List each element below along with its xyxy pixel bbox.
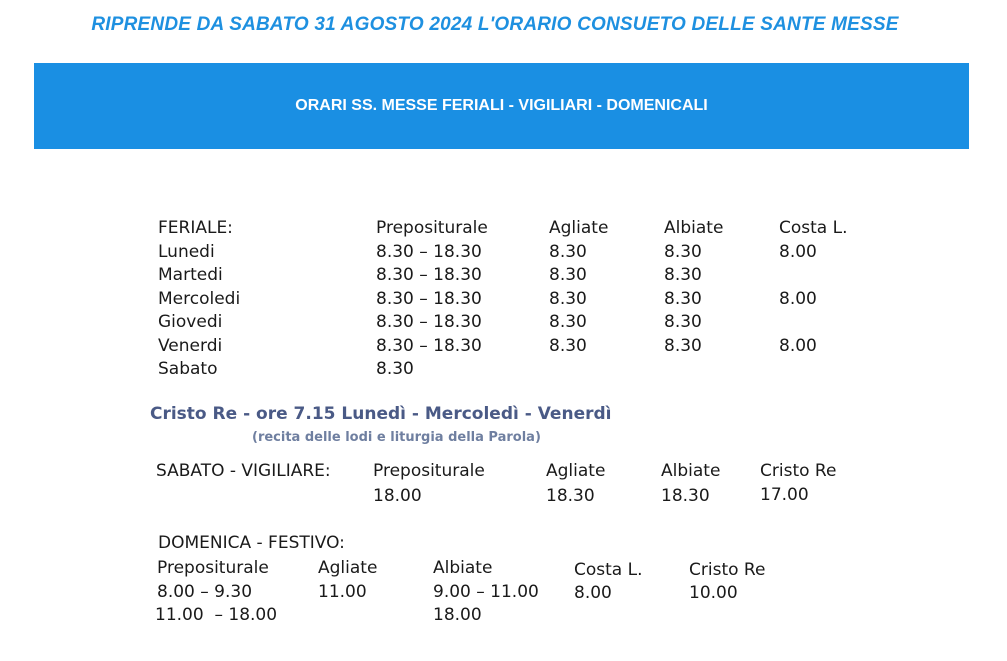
day-label: Venerdi bbox=[158, 336, 223, 356]
day-label: Giovedi bbox=[158, 312, 223, 332]
time-costa: 8.00 bbox=[574, 583, 612, 603]
time-costa: 8.00 bbox=[779, 336, 817, 356]
time-agliate: 8.30 bbox=[549, 289, 587, 309]
time-agliate: 11.00 bbox=[318, 582, 367, 602]
day-label: Lunedi bbox=[158, 242, 215, 262]
time-prepositurale: 8.30 – 18.30 bbox=[376, 336, 482, 356]
time-albiate: 8.30 bbox=[664, 265, 702, 285]
banner-title: ORARI SS. MESSE FERIALI - VIGILIARI - DOMENICALI bbox=[295, 97, 708, 114]
col-header-albiate: Albiate bbox=[433, 558, 493, 578]
time-agliate: 8.30 bbox=[549, 336, 587, 356]
time-albiate: 8.30 bbox=[664, 312, 702, 332]
col-header-cristo-re: Cristo Re bbox=[760, 461, 837, 481]
col-header-costa: Costa L. bbox=[574, 560, 643, 580]
time-albiate: 8.30 bbox=[664, 289, 702, 309]
time-prepositurale: 18.00 bbox=[373, 486, 422, 506]
time-albiate-2: 18.00 bbox=[433, 605, 482, 625]
col-header-agliate: Agliate bbox=[546, 461, 606, 481]
day-label: Mercoledi bbox=[158, 289, 241, 309]
time-agliate: 8.30 bbox=[549, 265, 587, 285]
col-header-albiate: Albiate bbox=[661, 461, 721, 481]
time-albiate: 9.00 – 11.00 bbox=[433, 582, 539, 602]
feriale-title: FERIALE: bbox=[158, 218, 233, 238]
time-prepositurale: 8.30 – 18.30 bbox=[376, 265, 482, 285]
col-header-agliate: Agliate bbox=[549, 218, 609, 238]
time-agliate: 8.30 bbox=[549, 242, 587, 262]
time-prepositurale: 8.00 – 9.30 bbox=[157, 582, 253, 602]
time-albiate: 8.30 bbox=[664, 336, 702, 356]
time-costa: 8.00 bbox=[779, 242, 817, 262]
day-label: Sabato bbox=[158, 359, 218, 379]
col-header-prepositurale: Prepositurale bbox=[376, 218, 488, 238]
time-prepositurale: 8.30 bbox=[376, 359, 414, 379]
time-albiate: 18.30 bbox=[661, 486, 710, 506]
cristo-re-note: (recita delle lodi e liturgia della Parola) bbox=[252, 430, 541, 445]
festivo-title: DOMENICA - FESTIVO: bbox=[158, 533, 345, 553]
time-cristo-re: 10.00 bbox=[689, 583, 738, 603]
time-agliate: 18.30 bbox=[546, 486, 595, 506]
col-header-prepositurale: Prepositurale bbox=[157, 558, 269, 578]
cristo-re-weekday-line: Cristo Re - ore 7.15 Lunedì - Mercoledì - Venerdì bbox=[150, 404, 612, 424]
time-costa: 8.00 bbox=[779, 289, 817, 309]
time-prepositurale-2: 11.00 – 18.00 bbox=[155, 605, 278, 625]
col-header-agliate: Agliate bbox=[318, 558, 378, 578]
notice-title: RIPRENDE DA SABATO 31 AGOSTO 2024 L'ORARIO CONSUETO DELLE SANTE MESSE bbox=[91, 14, 899, 35]
time-prepositurale: 8.30 – 18.30 bbox=[376, 289, 482, 309]
col-header-albiate: Albiate bbox=[664, 218, 724, 238]
time-prepositurale: 8.30 – 18.30 bbox=[376, 312, 482, 332]
schedule-banner bbox=[34, 63, 969, 149]
time-prepositurale: 8.30 – 18.30 bbox=[376, 242, 482, 262]
col-header-costa: Costa L. bbox=[779, 218, 848, 238]
time-cristo-re: 17.00 bbox=[760, 485, 809, 505]
time-albiate: 8.30 bbox=[664, 242, 702, 262]
col-header-cristo-re: Cristo Re bbox=[689, 560, 766, 580]
day-label: Martedi bbox=[158, 265, 223, 285]
col-header-prepositurale: Prepositurale bbox=[373, 461, 485, 481]
time-agliate: 8.30 bbox=[549, 312, 587, 332]
vigiliare-title: SABATO - VIGILIARE: bbox=[156, 461, 331, 481]
